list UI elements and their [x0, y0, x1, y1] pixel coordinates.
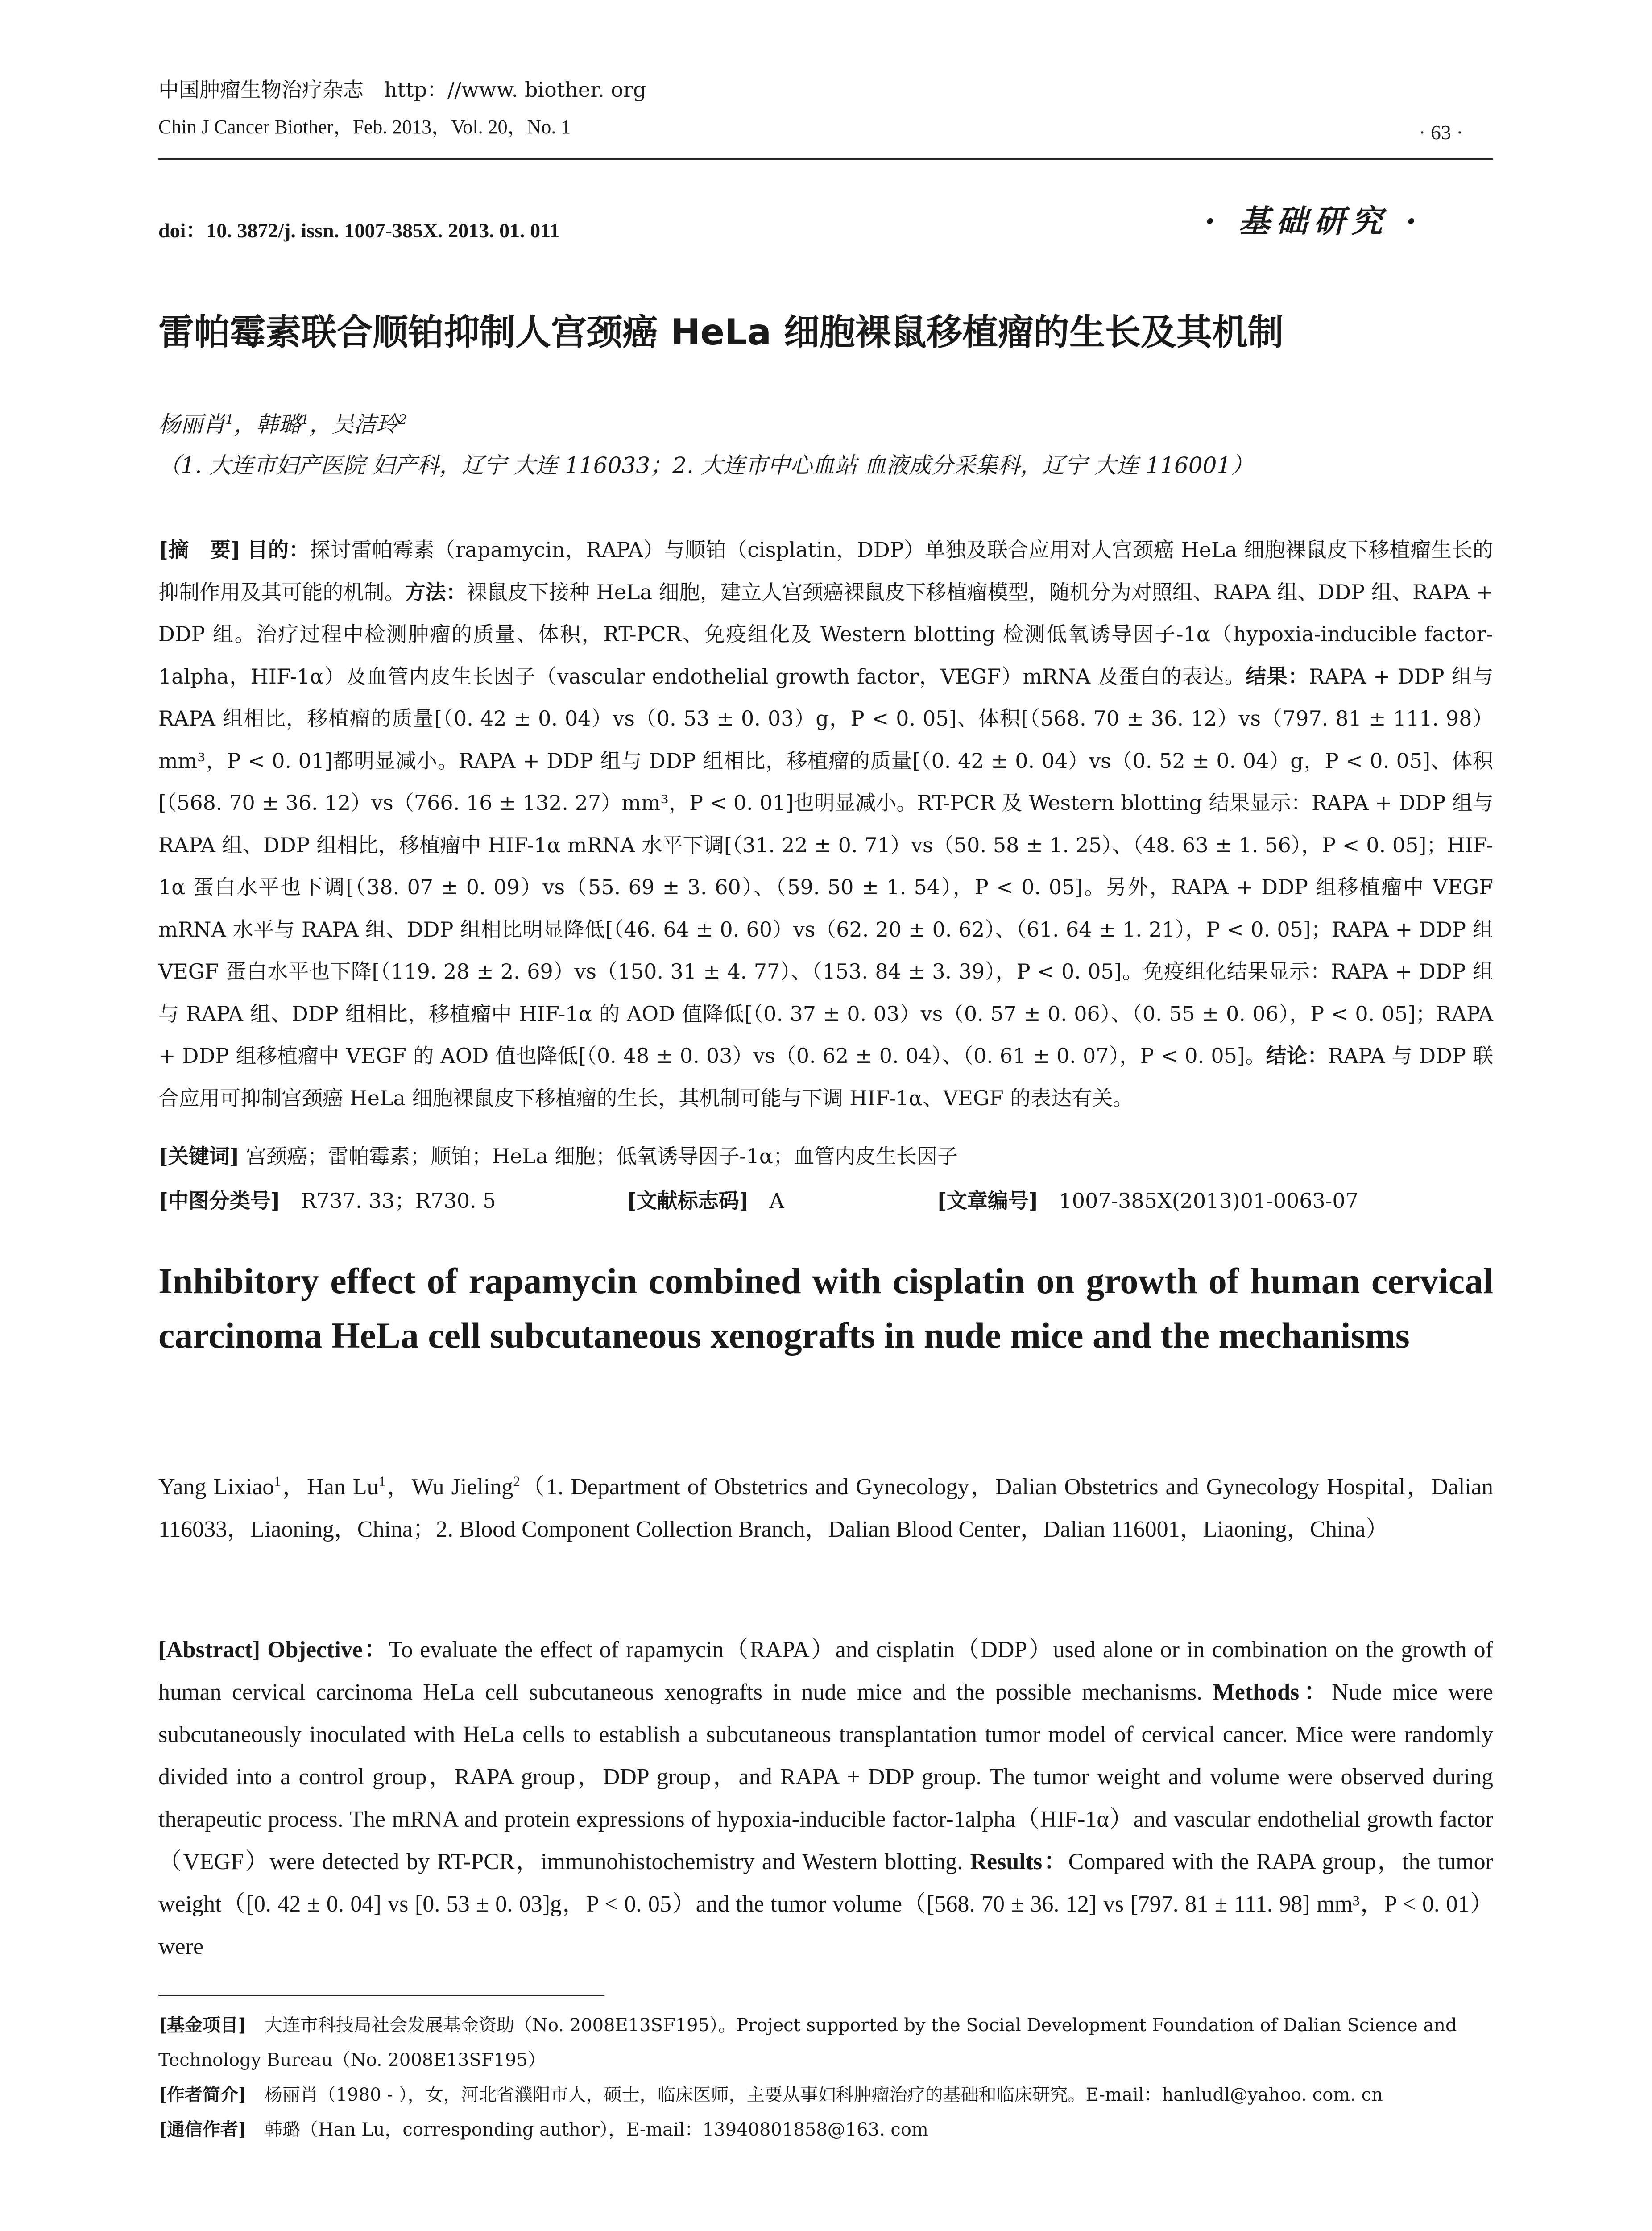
methods-label-en: Methods：: [1213, 1679, 1332, 1705]
keywords-label-cn: [关键词]: [158, 1144, 240, 1168]
author-1-en: Yang Lixiao: [158, 1474, 274, 1500]
abstract-cn: [158, 529, 1493, 1119]
article-number-label: [文章编号]: [937, 1189, 1039, 1213]
doi: doi：10. 3872/j. issn. 1007-385X. 2013. 01. 011: [158, 219, 560, 242]
page-number: · 63 ·: [1419, 121, 1463, 144]
keywords-cn: [158, 1140, 1493, 1169]
correspondence-label: [通信作者]: [158, 2119, 247, 2140]
footnote-rule: [158, 1995, 604, 1996]
results-cn: RAPA + DDP 组与 RAPA 组相比，移植瘤的质量[（0. 42 ± 0. 04）vs（0. 53 ± 0. 03）g，P < 0. 05]、体积[（568. 70 ± 36. 12）vs（797. 81 ± 111. 98）mm³，P < 0. 01]都明显减小。RAPA + DDP 组与 DDP 组相比，移植瘤的质量[（0. 42 ± 0. 04）vs（0. 52 ± 0. 04）g，P < 0. 05]、体积[（568. 70 ± 36. 12）vs（766. 16 ± 132. 27）mm³，P < 0. 01]也明显减小。RT-PCR 及 Western blotting 结果显示：RAPA + DDP 组与 RAPA 组、DDP 组相比，移植瘤中 HIF-1α mRNA 水平下调[（31. 22 ± 0. 71）vs（50. 58 ± 1. 25）、（48. 63 ± 1. 56），P < 0. 05]；HIF-1α 蛋白水平也下调[（38. 07 ± 0. 09）vs（55. 69 ± 3. 60）、（59. 50 ± 1. 54），P < 0. 05]。另外，RAPA + DDP 组移植瘤中 VEGF mRNA 水平与 RAPA 组、DDP 组相比明显降低[（46. 64 ± 0. 60）vs（62. 20 ± 0. 62）、（61. 64 ± 1. 21），P < 0. 05]；RAPA + DDP 组 VEGF 蛋白水平也下降[（119. 28 ± 2. 69）vs（150. 31 ± 4. 77）、（153. 84 ± 3. 39），P < 0. 05]。免疫组化结果显示：RAPA + DDP 组与 RAPA 组、DDP 组相比，移植瘤中 HIF-1α 的 AOD 值降低[（0. 37 ± 0. 03）vs（0. 57 ± 0. 06）、（0. 55 ± 0. 06），P < 0. 05]；RAPA + DDP 组移植瘤中 VEGF 的 AOD 值也降低[（0. 48 ± 0. 03）vs（0. 62 ± 0. 04）、（0. 61 ± 0. 07），P < 0. 05]。: [158, 664, 1494, 1068]
doc-code-value: A: [769, 1189, 784, 1213]
conclusion-cn: RAPA 与 DDP 联合应用可抑制宫颈癌 HeLa 细胞裸鼠皮下移植瘤的生长，其机制可能与下调 HIF-1α、VEGF 的表达有关。: [158, 1044, 1494, 1110]
objective-label-cn: 目的：: [247, 538, 310, 562]
footnote-correspondence: [158, 2112, 1493, 2147]
title-en: Inhibitory effect of rapamycin combined with cisplatin on growth of human cervical carcinoma HeLa cell subcutaneous xenografts in nude mice and the mechanisms: [158, 1261, 1493, 1356]
journal-header-en: Chin J Cancer Biother，Feb. 2013，Vol. 20，No. 1: [158, 116, 571, 138]
author-bio-label: [作者简介]: [158, 2084, 247, 2105]
affiliation-en: （1. Department of Obstetrics and Gynecology，Dalian Obstetrics and Gynecology Hospital，Dalian 116033，Liaoning，China；2. Blood Component Collection Branch，Dalian Blood Center，Dalian 116001，Liaoning，China）: [158, 1474, 1493, 1542]
author-3-cn: 吴洁玲: [331, 411, 399, 437]
correspondence-text: 韩璐（Han Lu，corresponding author），E-mail：13940801858@163. com: [264, 2119, 928, 2140]
author-bio-text: 杨丽肖（1980 - ），女，河北省濮阳市人，硕士，临床医师，主要从事妇科肿瘤治疗的基础和临床研究。E-mail：hanludl@yahoo. com. cn: [264, 2085, 1383, 2105]
section-label: · 基础研究 ·: [1205, 203, 1423, 240]
methods-cn: 裸鼠皮下接种 HeLa 细胞，建立人宫颈癌裸鼠皮下移植瘤模型，随机分为对照组、RAPA 组、DDP 组、RAPA + DDP 组。治疗过程中检测肿瘤的质量、体积，RT-PCR、免疫组化及 Western blotting 检测低氧诱导因子-1α（hypoxia-inducible factor-1alpha，HIF-1α）及血管内皮生长因子（vascular endothelial growth factor，VEGF）mRNA 及蛋白的表达。: [158, 580, 1494, 688]
funding-text: 大连市科技局社会发展基金资助（No. 2008E13SF195）。Project supported by the Social Development Foundation of Dalian Science and Technology Bureau（No. 2008E13SF195）: [158, 2015, 1457, 2070]
author-1-cn: 杨丽肖: [158, 411, 225, 437]
doc-code-cell: [627, 1185, 784, 1214]
objective-label-en: Objective：: [267, 1637, 389, 1663]
authors-cn: 杨丽肖$^1$，韩璐$^1$，吴洁玲$^2$（1. 大连市妇产医院 妇产科，辽宁 大连 116033；2. 大连市中心血站 血液成分采集科，辽宁 大连 116001）: [158, 411, 1254, 478]
article-number-value: 1007-385X(2013)01-0063-07: [1059, 1189, 1358, 1213]
clc-value: R737. 33；R730. 5: [301, 1189, 496, 1213]
keywords-text-cn: 宫颈癌；雷帕霉素；顺铂；HeLa 细胞；低氧诱导因子-1α；血管内皮生长因子: [246, 1144, 958, 1168]
authors-en: Yang Lixiao$^1$，Han Lu$^1$，Wu Jieling$^2$（1. Department of Obstetrics and Gynecology，Dalian Obstetrics and Gynecology Hospital，Dalian 116033，Liaoning，China；2. Blood Component Collection Branch，Dalian Blood Center，Dalian 116001，Liaoning，China）: [158, 1473, 1493, 1542]
objective-en: To evaluate the effect of rapamycin（RAPA）and cisplatin（DDP）used alone or in combination on the growth of human cervical carcinoma HeLa cell subcutaneous xenografts in nude mice and the possible mechanisms.: [158, 1637, 1493, 1705]
article-number-cell: [937, 1185, 1358, 1214]
affiliation-cn: （1. 大连市妇产医院 妇产科，辽宁 大连 116033；2. 大连市中心血站 血液成分采集科，辽宁 大连 116001）: [158, 452, 1254, 478]
objective-cn: 探讨雷帕霉素（rapamycin，RAPA）与顺铂（cisplatin，DDP）单独及联合应用对人宫颈癌 HeLa 细胞裸鼠皮下移植瘤生长的抑制作用及其可能的机制。: [158, 538, 1494, 604]
doc-code-label: [文献标志码]: [627, 1189, 749, 1213]
header-rule: [158, 158, 1493, 160]
footnote-author: [158, 2078, 1493, 2112]
title-cn: 雷帕霉素联合顺铂抑制人宫颈癌 HeLa 细胞裸鼠移植瘤的生长及其机制: [158, 311, 1284, 353]
footnote-funding: [158, 2008, 1493, 2078]
methods-en: Nude mice were subcutaneously inoculated with HeLa cells to establish a subcutaneous transplantation tumor model of cervical cancer. Mice were randomly divided into a control group，RAPA group，DDP group，and RAPA + DDP group. The tumor weight and volume were observed during therapeutic process. The mRNA and protein expressions of hypoxia-inducible factor-1alpha（HIF-1α）and vascular endothelial growth factor（VEGF）were detected by RT-PCR，immunohistochemistry and Western blotting.: [158, 1679, 1494, 1874]
clc-label: [中图分类号]: [158, 1189, 281, 1213]
footnotes: [158, 2008, 1493, 2147]
abstract-en: [158, 1629, 1493, 1968]
funding-label: [基金项目]: [158, 2015, 247, 2036]
author-2-cn: 韩璐: [256, 411, 301, 437]
clc-cell: [158, 1185, 496, 1214]
results-en: Compared with the RAPA group，the tumor weight（[0. 42 ± 0. 04] vs [0. 53 ± 0. 03]g，P < 0. 05）and the tumor volume（[568. 70 ± 36. 12] vs [797. 81 ± 111. 98] mm³，P < 0. 01）were: [158, 1849, 1493, 1959]
author-3-en: Wu Jieling: [411, 1474, 513, 1500]
results-label-cn: 结果：: [1246, 664, 1309, 688]
abstract-label-cn: [摘 要]: [158, 538, 241, 562]
conclusion-label-cn: 结论：: [1266, 1044, 1328, 1068]
abstract-label-en: [Abstract]: [158, 1637, 261, 1663]
methods-label-cn: 方法：: [405, 580, 467, 604]
journal-header-cn: 中国肿瘤生物治疗杂志 http：//www. biother. org: [158, 78, 646, 102]
results-label-en: Results：: [970, 1849, 1068, 1874]
author-2-en: Han Lu: [307, 1474, 379, 1500]
